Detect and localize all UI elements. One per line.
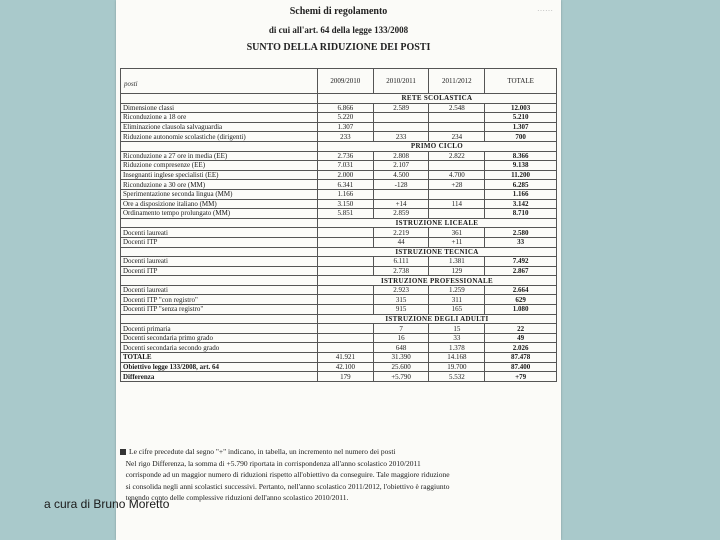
table-body (121, 94, 557, 382)
table-row (121, 266, 557, 276)
row-label: Docenti laureati (121, 257, 318, 267)
section-title: RETE SCOLASTICA (317, 94, 556, 104)
value-2010: 2.107 (373, 161, 429, 171)
section-label-cell (121, 218, 318, 228)
value-2009: 1.307 (317, 122, 373, 132)
value-2010: 44 (373, 237, 429, 247)
value-2011: 33 (429, 333, 485, 343)
value-2011: 14.168 (429, 353, 485, 363)
value-2010: 31.390 (373, 353, 429, 363)
value-totale: 7.492 (485, 257, 557, 267)
table-row (121, 257, 557, 267)
section-row (121, 94, 557, 104)
row-label: Sperimentazione seconda lingua (MM) (121, 189, 318, 199)
table-row (121, 189, 557, 199)
author-caption: a cura di Bruno Moretto (44, 497, 170, 511)
value-totale: 2.867 (485, 266, 557, 276)
table-row (121, 305, 557, 315)
value-totale: 8.710 (485, 209, 557, 219)
value-2010: -128 (373, 180, 429, 190)
value-totale: 9.138 (485, 161, 557, 171)
table-row (121, 161, 557, 171)
posti-label: posti (124, 80, 138, 88)
section-row (121, 141, 557, 151)
value-2009 (317, 324, 373, 334)
note-line: si consolida negli anni scolastici successivi. Pertanto, nell'anno scolastico 2011/2012, l'obiettivo è raggiunto (125, 481, 450, 491)
value-totale: 33 (485, 237, 557, 247)
summary-row (121, 372, 557, 382)
row-label: Riconduzione a 27 ore in media (EE) (121, 151, 318, 161)
value-2011: 114 (429, 199, 485, 209)
value-2010: 2.859 (373, 209, 429, 219)
row-label: Docenti ITP (121, 266, 318, 276)
value-totale: 5.210 (485, 113, 557, 123)
value-2009 (317, 305, 373, 315)
note-line: Le cifre precedute dal segno "+" indicano, in tabella, un incremento nel numero dei posti (120, 446, 557, 458)
document-subtitle: di cui all'art. 64 della legge 133/2008 (268, 25, 409, 35)
value-2010: 4.500 (373, 170, 429, 180)
value-2011 (429, 113, 485, 123)
value-totale: 87.478 (485, 353, 557, 363)
section-row (121, 218, 557, 228)
value-2011: +28 (429, 180, 485, 190)
value-2011: 165 (429, 305, 485, 315)
value-2010 (373, 122, 429, 132)
bullet-icon (120, 449, 126, 455)
value-2009: 3.150 (317, 199, 373, 209)
col-header-2009: 2009/2010 (317, 69, 373, 94)
value-2009: 233 (317, 132, 373, 142)
value-2011: 234 (429, 132, 485, 142)
value-totale: 11.200 (485, 170, 557, 180)
table-row (121, 324, 557, 334)
value-2009: 2.736 (317, 151, 373, 161)
value-2010: +14 (373, 199, 429, 209)
row-label: Docenti primaria (121, 324, 318, 334)
value-2011: 361 (429, 228, 485, 238)
section-title: ISTRUZIONE TECNICA (317, 247, 556, 257)
value-2010: 2.808 (373, 151, 429, 161)
table-row (121, 170, 557, 180)
value-2011: 5.532 (429, 372, 485, 382)
value-2010: 25.600 (373, 362, 429, 372)
table-row (121, 132, 557, 142)
table-row (121, 237, 557, 247)
value-2010: 2.738 (373, 266, 429, 276)
row-label: Riduzione compresenze (EE) (121, 161, 318, 171)
row-label: Riduzione autonomie scolastiche (dirigenti) (121, 132, 318, 142)
section-title: ISTRUZIONE LICEALE (317, 218, 556, 228)
value-totale: 2.580 (485, 228, 557, 238)
value-2009 (317, 295, 373, 305)
row-label: Docenti laureati (121, 285, 318, 295)
summary-row (121, 353, 557, 363)
col-header-label (121, 69, 318, 94)
row-label: Riconduzione a 18 ore (121, 113, 318, 123)
row-label: TOTALE (121, 353, 318, 363)
value-2010: +5.790 (373, 372, 429, 382)
value-2009 (317, 228, 373, 238)
reduction-table (120, 68, 557, 382)
value-2009 (317, 285, 373, 295)
table-row (121, 285, 557, 295)
col-header-totale: TOTALE (485, 69, 557, 94)
col-header-2011: 2011/2012 (429, 69, 485, 94)
table-row (121, 343, 557, 353)
value-totale: 49 (485, 333, 557, 343)
value-totale: 87.400 (485, 362, 557, 372)
table-row (121, 180, 557, 190)
value-totale: 1.166 (485, 189, 557, 199)
footnote (120, 446, 557, 504)
section-label-cell (121, 314, 318, 324)
section-title: ISTRUZIONE DEGLI ADULTI (317, 314, 556, 324)
row-label: Obiettivo legge 133/2008, art. 64 (121, 362, 318, 372)
table-row (121, 113, 557, 123)
table-row (121, 103, 557, 113)
value-totale: 3.142 (485, 199, 557, 209)
document-title: Schemi di regolamento (289, 6, 388, 17)
value-totale: 629 (485, 295, 557, 305)
note-line: corrisponde ad un maggior numero di riduzioni rispetto all'obiettivo da conseguire. Tale maggiore riduzione (125, 470, 450, 480)
value-2009: 2.000 (317, 170, 373, 180)
row-label: Docenti laureati (121, 228, 318, 238)
value-2009: 42.100 (317, 362, 373, 372)
value-2009: 6.341 (317, 180, 373, 190)
value-2011 (429, 122, 485, 132)
value-2010: 2.219 (373, 228, 429, 238)
value-2011: 2.548 (429, 103, 485, 113)
value-2010 (373, 189, 429, 199)
section-label-cell (121, 141, 318, 151)
section-row (121, 276, 557, 286)
value-2011: 1.259 (429, 285, 485, 295)
row-label: Docenti secondaria primo grado (121, 333, 318, 343)
row-label: Riconduzione a 30 ore (MM) (121, 180, 318, 190)
value-2010: 315 (373, 295, 429, 305)
row-label: Dimensione classi (121, 103, 318, 113)
value-totale: 2.664 (485, 285, 557, 295)
value-2011: 19.700 (429, 362, 485, 372)
value-2010: 7 (373, 324, 429, 334)
value-2009: 5.220 (317, 113, 373, 123)
row-label: Ordinamento tempo prolungato (MM) (121, 209, 318, 219)
table-row (121, 333, 557, 343)
value-2010: 915 (373, 305, 429, 315)
table-row (121, 151, 557, 161)
value-2010: 2.589 (373, 103, 429, 113)
value-2010: 2.923 (373, 285, 429, 295)
value-2009 (317, 266, 373, 276)
value-2011: 1.378 (429, 343, 485, 353)
section-label-cell (121, 276, 318, 286)
section-row (121, 314, 557, 324)
value-2009: 179 (317, 372, 373, 382)
value-2011: 15 (429, 324, 485, 334)
value-totale: 1.080 (485, 305, 557, 315)
note-line: Nel rigo Differenza, la somma di +5.790 riportata in corrispondenza all'anno scolastico 2010/2011 (125, 458, 421, 468)
section-label-cell (121, 94, 318, 104)
value-2010: 648 (373, 343, 429, 353)
row-label: Docenti ITP (121, 237, 318, 247)
value-totale: 6.285 (485, 180, 557, 190)
row-label: Ore a disposizione italiano (MM) (121, 199, 318, 209)
value-2011: +11 (429, 237, 485, 247)
value-2009 (317, 333, 373, 343)
value-2011: 1.381 (429, 257, 485, 267)
value-2009: 6.866 (317, 103, 373, 113)
summary-row (121, 362, 557, 372)
value-2009 (317, 343, 373, 353)
corner-mark: …… (537, 4, 553, 13)
table-header-row (121, 69, 557, 94)
row-label: Eliminazione clausola salvaguardia (121, 122, 318, 132)
value-2011: 4.700 (429, 170, 485, 180)
col-header-2010: 2010/2011 (373, 69, 429, 94)
value-2010: 233 (373, 132, 429, 142)
section-row (121, 247, 557, 257)
table-row (121, 228, 557, 238)
value-2010 (373, 113, 429, 123)
value-2011 (429, 161, 485, 171)
value-2009: 5.851 (317, 209, 373, 219)
table-row (121, 122, 557, 132)
value-2011: 311 (429, 295, 485, 305)
value-totale: 700 (485, 132, 557, 142)
note-line: tenendo conto delle complessive riduzioni dell'anno scolastico 2010/2011. (125, 493, 349, 503)
value-2009: 41.921 (317, 353, 373, 363)
value-2009 (317, 257, 373, 267)
section-title: PRIMO CICLO (317, 141, 556, 151)
section-title: ISTRUZIONE PROFESSIONALE (317, 276, 556, 286)
table-row (121, 295, 557, 305)
value-2011 (429, 209, 485, 219)
row-label: Differenza (121, 372, 318, 382)
value-totale: 2.026 (485, 343, 557, 353)
row-label: Insegnanti inglese specialisti (EE) (121, 170, 318, 180)
value-2009: 1.166 (317, 189, 373, 199)
value-totale: 12.003 (485, 103, 557, 113)
value-2009: 7.031 (317, 161, 373, 171)
value-totale: 22 (485, 324, 557, 334)
value-totale: 8.366 (485, 151, 557, 161)
value-totale: +79 (485, 372, 557, 382)
table-row (121, 209, 557, 219)
value-2010: 16 (373, 333, 429, 343)
value-totale: 1.307 (485, 122, 557, 132)
value-2011 (429, 189, 485, 199)
value-2010: 6.111 (373, 257, 429, 267)
value-2011: 2.822 (429, 151, 485, 161)
row-label: Docenti ITP "con registro" (121, 295, 318, 305)
document-heading: SUNTO DELLA RIDUZIONE DEI POSTI (246, 42, 431, 53)
section-label-cell (121, 247, 318, 257)
table-row (121, 199, 557, 209)
value-2009 (317, 237, 373, 247)
value-2011: 129 (429, 266, 485, 276)
row-label: Docenti secondaria secondo grado (121, 343, 318, 353)
scanned-document (116, 0, 561, 540)
row-label: Docenti ITP "senza registro" (121, 305, 318, 315)
